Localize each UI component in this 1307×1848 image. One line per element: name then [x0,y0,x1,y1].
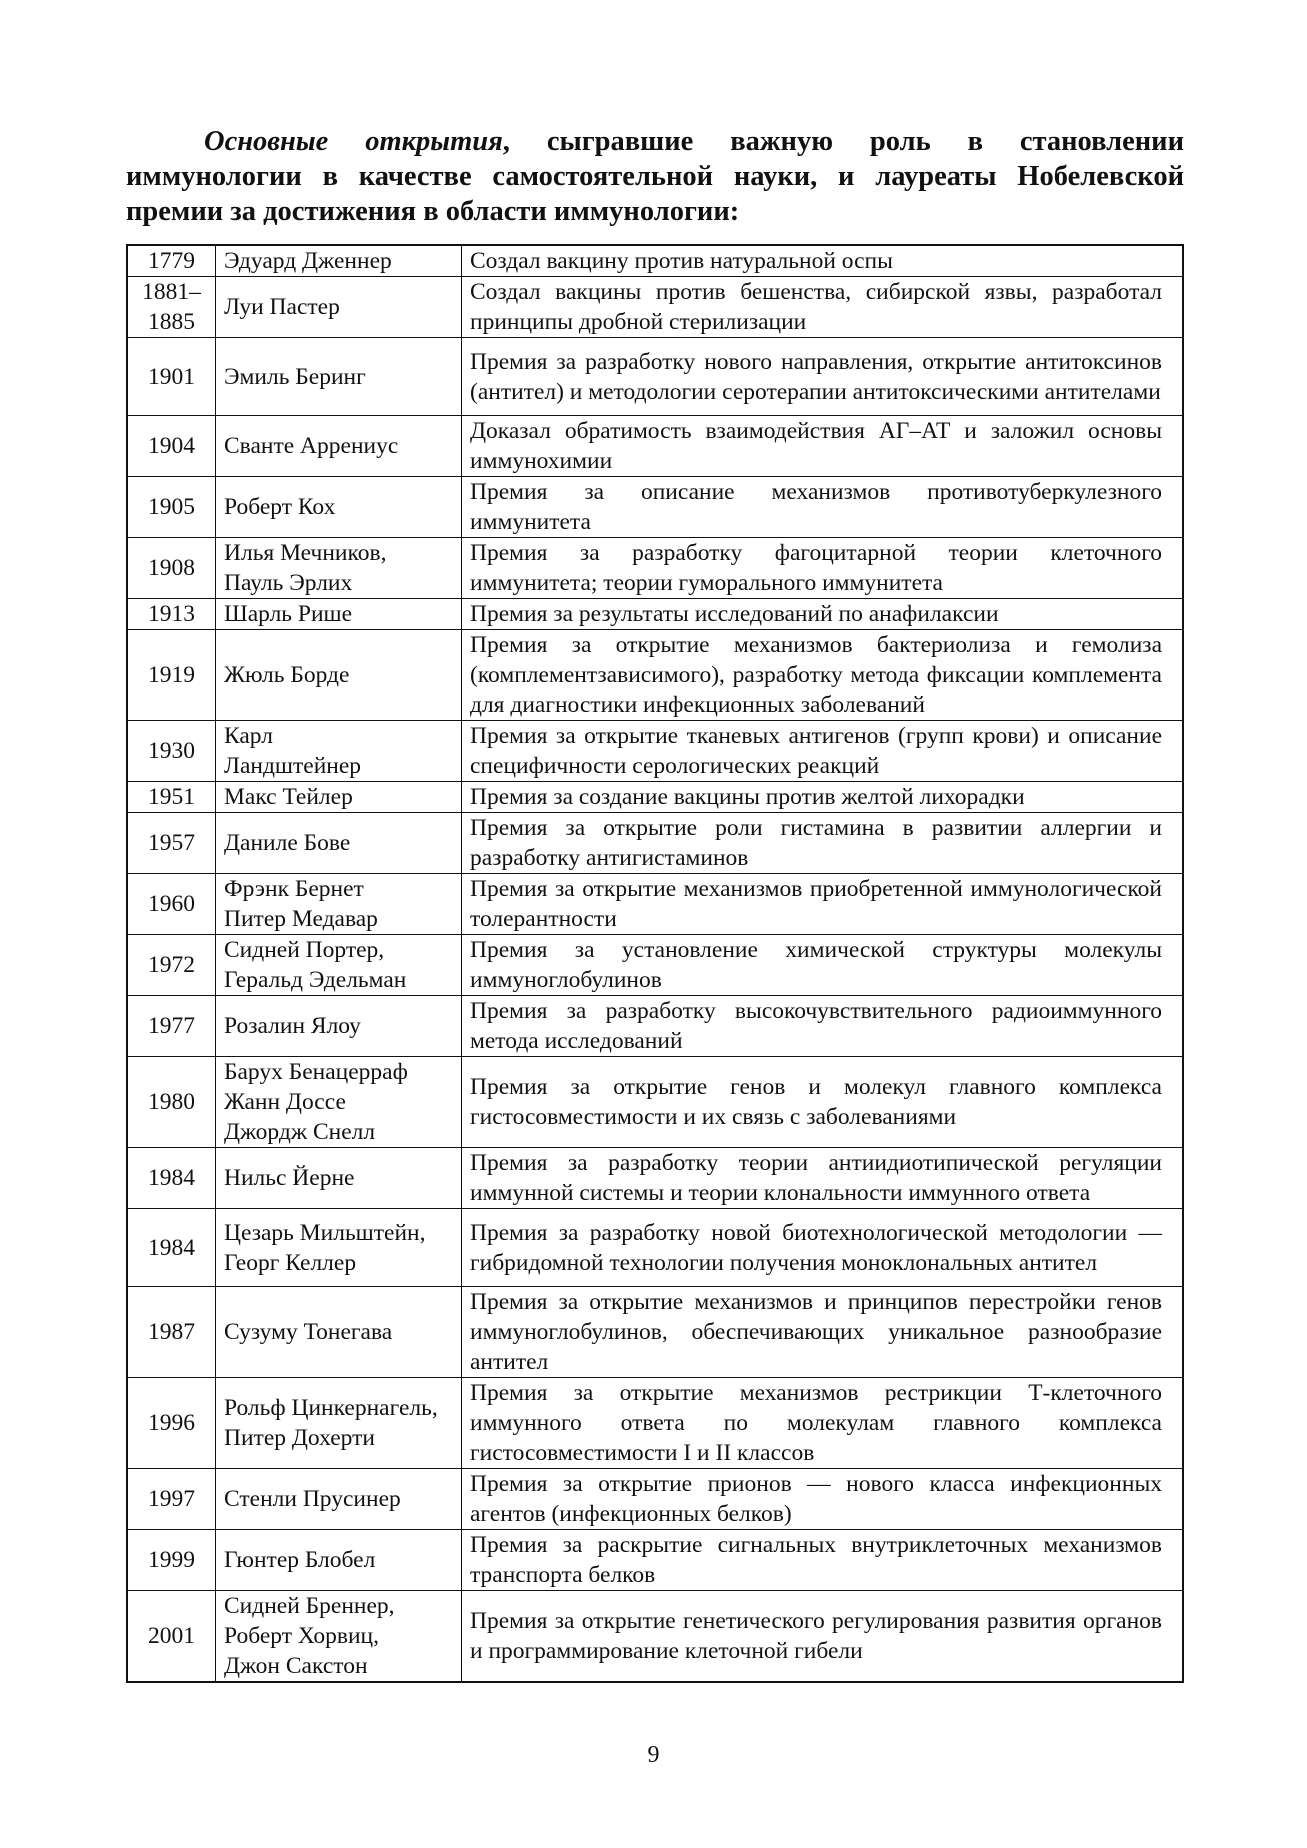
description-cell: Премия за открытие генов и молекул главного комплекса гистосовместимости и их связь с заболеваниями [462,1057,1184,1148]
description-cell: Премия за открытие механизмов приобретенной иммунологической толерантности [462,874,1184,935]
table-row [127,1057,1183,1148]
year-cell: 1919 [127,630,216,721]
year-cell: 1980 [127,1057,216,1148]
description-cell: Премия за разработку теории антиидиотипической регуляции иммунной системы и теории клональности иммунного ответа [462,1148,1184,1209]
description-cell: Премия за разработку новой биотехнологической методологии — гибридомной технологии получения моноклональных антител [462,1209,1184,1287]
table-row [127,782,1183,813]
description-cell: Премия за описание механизмов противотуберкулезного иммунитета [462,477,1184,538]
year-cell: 1908 [127,538,216,599]
year-cell: 1984 [127,1209,216,1287]
names-cell: Даниле Бове [216,813,462,874]
year-cell: 1987 [127,1287,216,1378]
year-cell: 1881– 1885 [127,277,216,338]
table-body [127,245,1183,1682]
names-cell: Цезарь Мильштейн, Георг Келлер [216,1209,462,1287]
intro-text: , сыгравшие важную роль в становлении иммунологии в качестве самостоятельной науки, и лауреаты Нобелевской премии за достижения в области иммунологии: [126,126,1185,227]
year-cell: 1913 [127,599,216,630]
discoveries-table [126,244,1184,1683]
description-cell: Премия за разработку нового направления, открытие антитоксинов (антител) и методологии серотерапии антитоксическими антителами [462,338,1184,416]
names-cell: Рольф Цинкернагель, Питер Дохерти [216,1378,462,1469]
names-cell: Гюнтер Блобел [216,1530,462,1591]
page-number: 9 [647,1742,660,1768]
table-row [127,277,1183,338]
year-cell: 1901 [127,338,216,416]
names-cell: Макс Тейлер [216,782,462,813]
description-cell: Премия за открытие прионов — нового класса инфекционных агентов (инфекционных белков) [462,1469,1184,1530]
intro-paragraph [126,124,1184,229]
description-cell: Доказал обратимость взаимодействия АГ–АТ и заложил основы иммунохимии [462,416,1184,477]
table-row [127,874,1183,935]
description-cell: Премия за открытие роли гистамина в развитии аллергии и разработку антигистаминов [462,813,1184,874]
table-row [127,630,1183,721]
names-cell: Луи Пастер [216,277,462,338]
description-cell: Премия за разработку фагоцитарной теории клеточного иммунитета; теории гуморального иммунитета [462,538,1184,599]
table-row [127,1591,1183,1683]
description-cell: Премия за разработку высокочувствительного радиоиммунного метода исследований [462,996,1184,1057]
year-cell: 1997 [127,1469,216,1530]
table-row [127,416,1183,477]
table-row [127,1530,1183,1591]
table-row [127,477,1183,538]
names-cell: Барух Бенацерраф Жанн Доссе Джордж Снелл [216,1057,462,1148]
names-cell: Шарль Рише [216,599,462,630]
year-cell: 1951 [127,782,216,813]
names-cell: Роберт Кох [216,477,462,538]
description-cell: Создал вакцину против натуральной оспы [462,245,1184,277]
year-cell: 1996 [127,1378,216,1469]
year-cell: 1904 [127,416,216,477]
year-cell: 1930 [127,721,216,782]
intro-lead: Основные открытия [204,126,503,157]
table-row [127,1148,1183,1209]
table-row [127,721,1183,782]
year-cell: 1977 [127,996,216,1057]
description-cell: Премия за открытие механизмов и принципов перестройки генов иммуноглобулинов, обеспечивающих уникальное разнообразие антител [462,1287,1184,1378]
names-cell: Сидней Портер, Геральд Эдельман [216,935,462,996]
description-cell: Премия за открытие механизмов бактериолиза и гемолиза (комплементзависимого), разработку метода фиксации комплемента для диагностики инфекционных заболеваний [462,630,1184,721]
description-cell: Премия за открытие тканевых антигенов (групп крови) и описание специфичности серологических реакций [462,721,1184,782]
description-cell: Премия за результаты исследований по анафилаксии [462,599,1184,630]
year-cell: 1957 [127,813,216,874]
year-cell: 2001 [127,1591,216,1683]
names-cell: Сидней Бреннер, Роберт Хорвиц, Джон Сакстон [216,1591,462,1683]
table-row [127,1209,1183,1287]
names-cell: Розалин Ялоу [216,996,462,1057]
table-row [127,935,1183,996]
table-row [127,538,1183,599]
names-cell: Илья Мечников, Пауль Эрлих [216,538,462,599]
year-cell: 1999 [127,1530,216,1591]
description-cell: Премия за создание вакцины против желтой лихорадки [462,782,1184,813]
table-row [127,599,1183,630]
table-row [127,1469,1183,1530]
names-cell: Стенли Прусинер [216,1469,462,1530]
table-row [127,996,1183,1057]
year-cell: 1905 [127,477,216,538]
names-cell: Фрэнк Бернет Питер Медавар [216,874,462,935]
names-cell: Сузуму Тонегава [216,1287,462,1378]
names-cell: Сванте Аррениус [216,416,462,477]
names-cell: Эмиль Беринг [216,338,462,416]
table-row [127,338,1183,416]
year-cell: 1779 [127,245,216,277]
description-cell: Премия за открытие механизмов рестрикции Т-клеточного иммунного ответа по молекулам главного комплекса гистосовместимости I и II классов [462,1378,1184,1469]
year-cell: 1972 [127,935,216,996]
names-cell: Жюль Борде [216,630,462,721]
names-cell: Карл Ландштейнер [216,721,462,782]
table-row [127,1287,1183,1378]
description-cell: Премия за раскрытие сигнальных внутриклеточных механизмов транспорта белков [462,1530,1184,1591]
year-cell: 1960 [127,874,216,935]
description-cell: Создал вакцины против бешенства, сибирской язвы, разработал принципы дробной стерилизации [462,277,1184,338]
table-row [127,813,1183,874]
table-row [127,245,1183,277]
names-cell: Нильс Йерне [216,1148,462,1209]
names-cell: Эдуард Дженнер [216,245,462,277]
table-row [127,1378,1183,1469]
description-cell: Премия за открытие генетического регулирования развития органов и программирование клеточной гибели [462,1591,1184,1683]
year-cell: 1984 [127,1148,216,1209]
description-cell: Премия за установление химической структуры молекулы иммуноглобулинов [462,935,1184,996]
